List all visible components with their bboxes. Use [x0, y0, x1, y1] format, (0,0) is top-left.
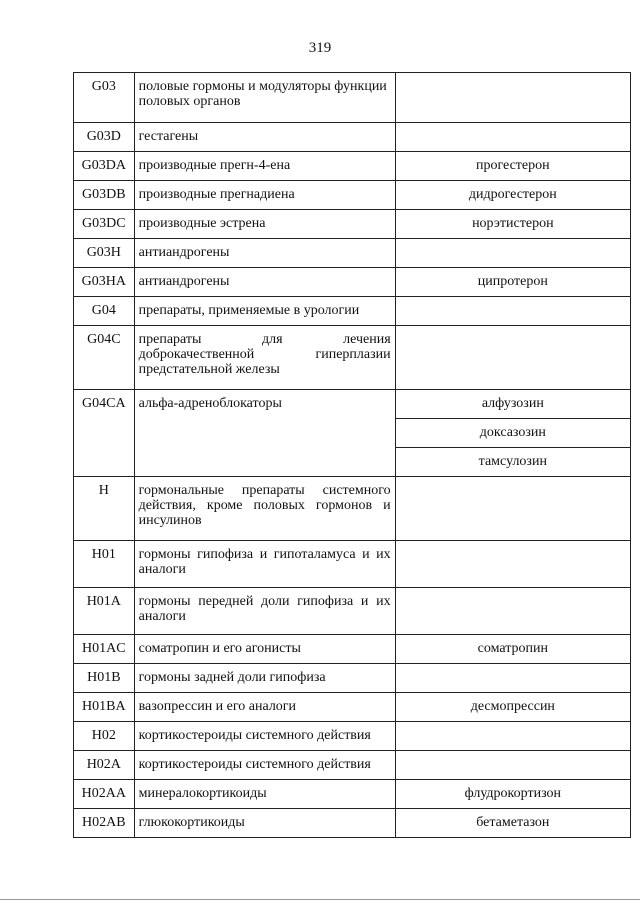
atc-code-cell: H01AC [74, 635, 135, 664]
anatomical-therapeutic-group-cell: вазопрессин и его аналоги [134, 693, 395, 722]
drug-name-cell [395, 326, 630, 390]
atc-code-cell: G04CA [74, 390, 135, 477]
drug-name-cell: дидрогестерон [395, 181, 630, 210]
anatomical-therapeutic-group-cell: производные эстрена [134, 210, 395, 239]
drug-name-cell: алфузозин [395, 390, 630, 419]
table-row [74, 635, 631, 664]
table-row [74, 541, 631, 588]
table-row [74, 588, 631, 635]
anatomical-therapeutic-group-cell: гормоны передней доли гипофиза и их аналоги [134, 588, 395, 635]
drug-name-cell: десмопрессин [395, 693, 630, 722]
atc-code-cell: H02AA [74, 780, 135, 809]
anatomical-therapeutic-group-cell: производные прегнадиена [134, 181, 395, 210]
atc-code-cell: H02AB [74, 809, 135, 838]
drug-name-cell: бетаметазон [395, 809, 630, 838]
table-row [74, 210, 631, 239]
table-row [74, 297, 631, 326]
atc-code-cell: H01BA [74, 693, 135, 722]
table-row [74, 693, 631, 722]
drug-name-cell [395, 239, 630, 268]
table-row [74, 390, 631, 419]
drug-name-cell [395, 541, 630, 588]
atc-code-cell: G03D [74, 123, 135, 152]
table-row [74, 73, 631, 123]
anatomical-therapeutic-group-cell: кортикостероиды системного действия [134, 751, 395, 780]
drug-name-cell: тамсулозин [395, 448, 630, 477]
table-row [74, 809, 631, 838]
anatomical-therapeutic-group-cell: антиандрогены [134, 239, 395, 268]
atc-code-cell: G04C [74, 326, 135, 390]
table-body [74, 73, 631, 838]
drug-name-cell [395, 722, 630, 751]
atc-code-cell: H [74, 477, 135, 541]
drug-name-cell [395, 664, 630, 693]
table-row [74, 751, 631, 780]
anatomical-therapeutic-group-cell: альфа-адреноблокаторы [134, 390, 395, 477]
atc-code-cell: G03DB [74, 181, 135, 210]
atc-code-cell: G03DA [74, 152, 135, 181]
drug-name-cell [395, 477, 630, 541]
atc-code-cell: H02A [74, 751, 135, 780]
table-row [74, 181, 631, 210]
table-row [74, 722, 631, 751]
table-row [74, 664, 631, 693]
anatomical-therapeutic-group-cell: половые гормоны и модуляторы функции половых органов [134, 73, 395, 123]
anatomical-therapeutic-group-cell: препараты для лечения доброкачественной гиперплазии предстательной железы [134, 326, 395, 390]
drug-name-cell [395, 751, 630, 780]
anatomical-therapeutic-group-cell: гестагены [134, 123, 395, 152]
anatomical-therapeutic-group-cell: препараты, применяемые в урологии [134, 297, 395, 326]
drug-name-cell [395, 73, 630, 123]
table-row [74, 152, 631, 181]
drug-name-cell: флудрокортизон [395, 780, 630, 809]
page-number: 319 [308, 40, 332, 56]
drug-name-cell: доксазозин [395, 419, 630, 448]
anatomical-therapeutic-group-cell: гормоны гипофиза и гипоталамуса и их аналоги [134, 541, 395, 588]
atc-code-cell: G03 [74, 73, 135, 123]
anatomical-therapeutic-group-cell: соматропин и его агонисты [134, 635, 395, 664]
anatomical-therapeutic-group-cell: кортикостероиды системного действия [134, 722, 395, 751]
atc-code-cell: G04 [74, 297, 135, 326]
drug-name-cell: соматропин [395, 635, 630, 664]
table-row [74, 239, 631, 268]
atc-code-cell: H01 [74, 541, 135, 588]
atc-code-cell: H01A [74, 588, 135, 635]
anatomical-therapeutic-group-cell: антиандрогены [134, 268, 395, 297]
anatomical-therapeutic-group-cell: глюкокортикоиды [134, 809, 395, 838]
drug-name-cell: норэтистерон [395, 210, 630, 239]
table-row [74, 268, 631, 297]
anatomical-therapeutic-group-cell: производные прегн-4-ена [134, 152, 395, 181]
atc-code-cell: G03DC [74, 210, 135, 239]
anatomical-therapeutic-group-cell: гормональные препараты системного действия, кроме половых гормонов и инсулинов [134, 477, 395, 541]
atc-code-cell: H01B [74, 664, 135, 693]
table-row [74, 477, 631, 541]
drug-name-cell [395, 297, 630, 326]
drug-name-cell [395, 123, 630, 152]
atc-code-cell: G03H [74, 239, 135, 268]
drug-name-cell: прогестерон [395, 152, 630, 181]
anatomical-therapeutic-group-cell: гормоны задней доли гипофиза [134, 664, 395, 693]
drug-name-cell [395, 588, 630, 635]
table-row [74, 326, 631, 390]
atc-code-cell: H02 [74, 722, 135, 751]
page-bottom-edge [0, 899, 640, 900]
anatomical-therapeutic-group-cell: минералокортикоиды [134, 780, 395, 809]
table-row [74, 780, 631, 809]
drug-classification-table [73, 72, 631, 838]
drug-name-cell: ципротерон [395, 268, 630, 297]
table-row [74, 123, 631, 152]
atc-code-cell: G03HA [74, 268, 135, 297]
